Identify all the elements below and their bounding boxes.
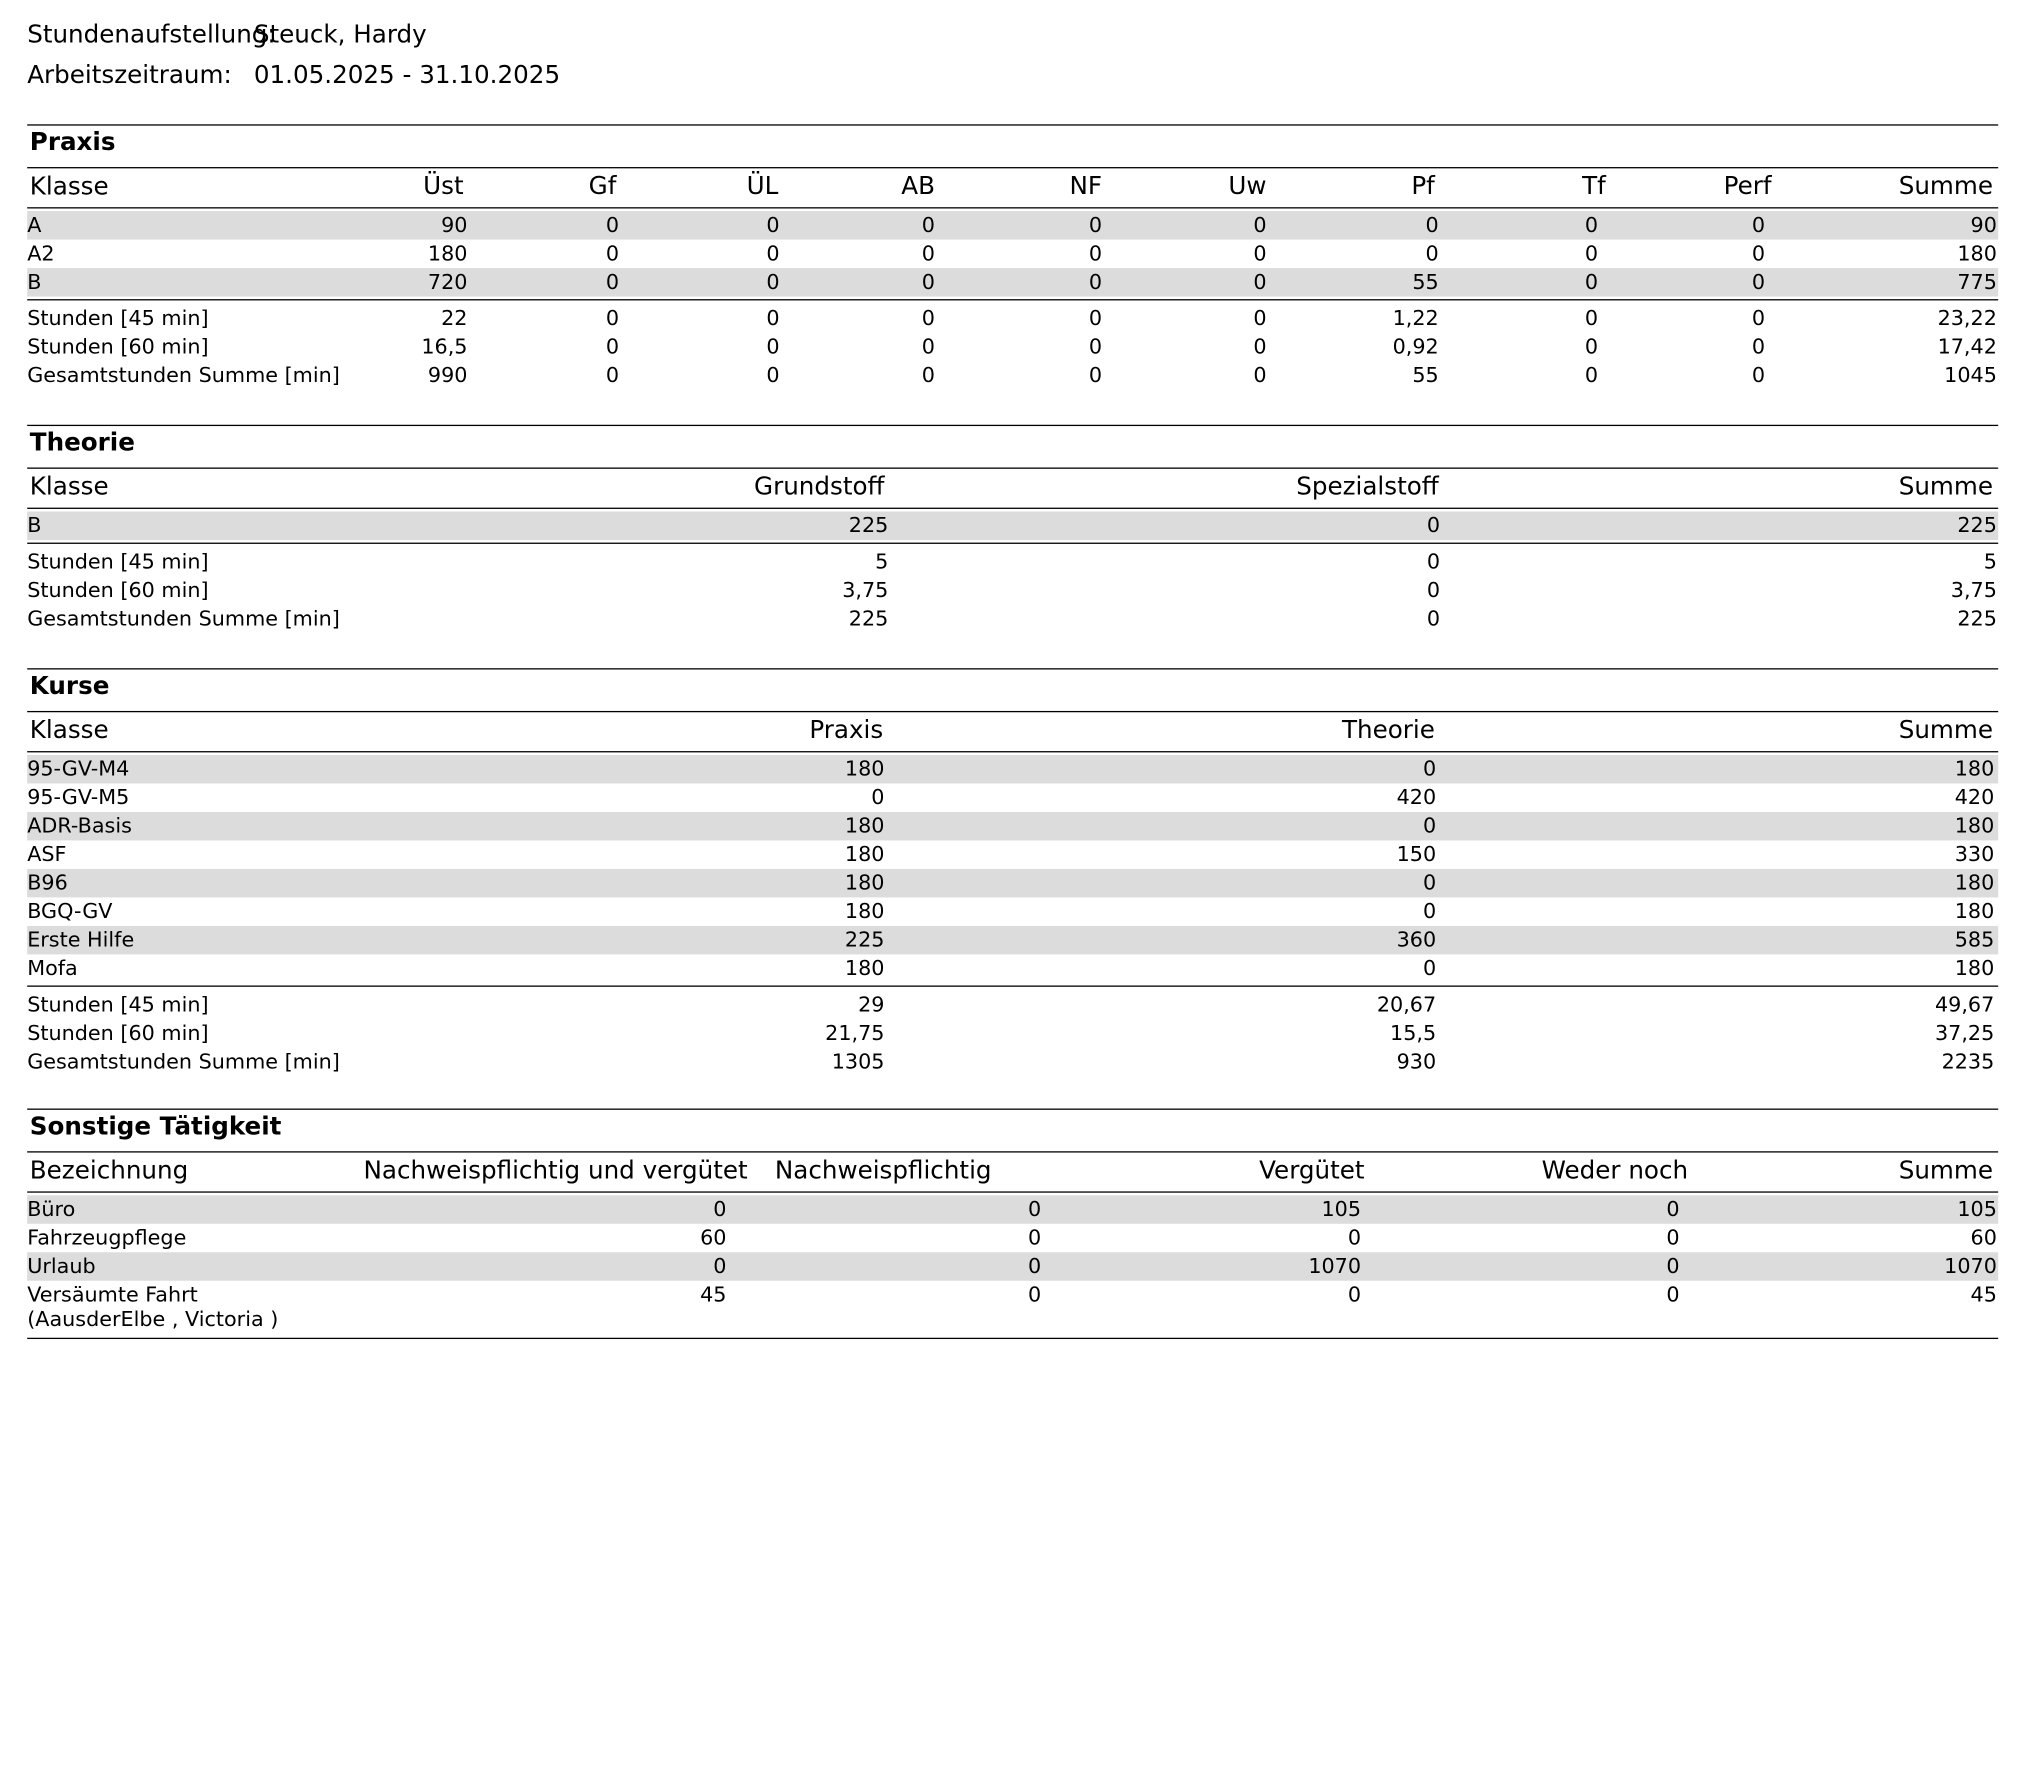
cell-value: 0 (766, 305, 780, 331)
column-header: Summe (1898, 716, 1994, 745)
row-label: Versäumte Fahrt (27, 1282, 198, 1307)
row-label: Stunden [45 min] (27, 305, 209, 331)
cell-value: 180 (1957, 240, 1997, 266)
cell-value: 0 (1584, 269, 1599, 294)
cell-value: 22 (441, 305, 468, 331)
cell-value: 0 (1253, 334, 1267, 359)
period-label: Arbeitszeitraum: (27, 60, 232, 90)
cell-value: 0 (1253, 269, 1267, 294)
cell-value: 0 (1666, 1196, 1680, 1222)
summary-row (27, 304, 1998, 332)
column-header: Uw (1228, 172, 1267, 201)
column-header: AB (901, 172, 935, 201)
divider-line (27, 167, 1998, 168)
row-label: Stunden [60 min] (27, 334, 209, 359)
summary-row (27, 1019, 1998, 1047)
cell-value: 0 (1027, 1253, 1042, 1279)
cell-value: 1,22 (1392, 305, 1439, 331)
table-row (27, 240, 1998, 268)
summary-row (27, 605, 1998, 633)
table-row (27, 1252, 1998, 1280)
table-row (27, 897, 1998, 925)
cell-value: 0 (1426, 549, 1441, 574)
column-header: Vergütet (1259, 1156, 1365, 1185)
cell-value: 0 (1666, 1225, 1680, 1250)
cell-value: 5 (875, 549, 889, 574)
cell-value: 180 (1954, 955, 1995, 981)
cell-value: 0 (1027, 1196, 1042, 1222)
table-row (27, 268, 1998, 296)
cell-value: 180 (844, 898, 885, 924)
column-header: ÜL (746, 172, 779, 201)
cell-value: 0 (1751, 334, 1766, 359)
cell-value: 0 (1253, 362, 1267, 388)
column-header: Klasse (29, 716, 109, 745)
cell-value: 0 (605, 362, 620, 388)
cell-value: 105 (1321, 1196, 1362, 1222)
divider-line (27, 207, 1998, 208)
cell-value: 1305 (831, 1048, 885, 1074)
cell-value: 37,25 (1934, 1020, 1995, 1046)
cell-value: 0 (1584, 305, 1599, 331)
cell-value: 0 (1027, 1225, 1042, 1250)
cell-value: 150 (1396, 841, 1437, 867)
divider-line (27, 751, 1998, 752)
cell-value: 225 (1957, 606, 1997, 631)
cell-value: 225 (1957, 512, 1997, 538)
cell-value: 5 (1983, 549, 1997, 574)
cell-value: 0 (1426, 512, 1441, 538)
divider-line (27, 1109, 1998, 1110)
column-header: Tf (1582, 172, 1606, 201)
summary-row (27, 333, 1998, 361)
cell-value: 0 (605, 240, 620, 266)
table-row (27, 755, 1998, 783)
divider-line (27, 425, 1998, 426)
column-header: NF (1069, 172, 1103, 201)
column-header: Gf (588, 172, 617, 201)
cell-value: 49,67 (1934, 991, 1995, 1017)
row-label: Urlaub (27, 1253, 96, 1279)
cell-value: 180 (1954, 870, 1995, 895)
divider-line (27, 1151, 1998, 1152)
column-header: Grundstoff (754, 472, 885, 502)
cell-value: 225 (844, 927, 885, 952)
cell-value: 1045 (1944, 362, 1997, 388)
cell-value: 0 (605, 334, 620, 359)
column-header: Spezialstoff (1296, 472, 1439, 502)
divider-line (27, 711, 1998, 712)
cell-value: 2235 (1941, 1048, 1995, 1074)
cell-value: 15,5 (1390, 1020, 1437, 1046)
cell-value: 0 (1751, 269, 1766, 294)
cell-value: 180 (844, 841, 885, 867)
cell-value: 0 (1751, 305, 1766, 331)
report-label: Stundenaufstellung: (27, 20, 276, 50)
row-label: Gesamtstunden Summe [min] (27, 1048, 340, 1074)
cell-value: 0 (1425, 212, 1439, 237)
cell-value: 775 (1957, 269, 1997, 294)
cell-value: 0 (1253, 305, 1267, 331)
divider-line (27, 668, 1998, 669)
cell-value: 360 (1396, 927, 1437, 952)
cell-value: 0 (1027, 1282, 1042, 1307)
row-label: Stunden [60 min] (27, 577, 209, 603)
column-header: Summe (1898, 172, 1994, 201)
cell-value: 55 (1412, 362, 1439, 388)
cell-value: 180 (1954, 813, 1995, 838)
cell-value: 0 (921, 269, 935, 294)
column-header: Pf (1411, 172, 1435, 201)
column-header: Nachweispflichtig und vergütet (363, 1156, 748, 1185)
cell-value: 0 (1426, 606, 1441, 631)
cell-value: 0 (1751, 240, 1766, 266)
cell-value: 0 (766, 212, 780, 237)
column-header: Weder noch (1541, 1156, 1689, 1185)
cell-value: 0 (1253, 212, 1267, 237)
divider-line (27, 1191, 1998, 1192)
cell-value: 0 (1666, 1282, 1680, 1307)
cell-value: 0 (605, 269, 620, 294)
table-row (27, 1224, 1998, 1252)
row-label: Fahrzeugpflege (27, 1225, 187, 1250)
cell-value: 3,75 (842, 577, 889, 603)
cell-value: 0 (1751, 212, 1766, 237)
cell-value: 0 (1088, 305, 1103, 331)
row-label: Gesamtstunden Summe [min] (27, 606, 340, 631)
cell-value: 0 (1088, 362, 1103, 388)
table-row (27, 512, 1998, 540)
divider-line (27, 124, 1998, 125)
table-row (27, 954, 1998, 982)
cell-value: 930 (1396, 1048, 1437, 1074)
column-header: Perf (1723, 172, 1772, 201)
cell-value: 225 (848, 606, 889, 631)
row-label: ASF (27, 841, 67, 867)
row-label: 95-GV-M4 (27, 756, 130, 781)
cell-value: 0 (1751, 362, 1766, 388)
cell-value: 45 (1970, 1282, 1997, 1307)
column-header: Praxis (809, 716, 884, 745)
report-person: Steuck, Hardy (253, 20, 427, 50)
cell-value: 0 (1584, 240, 1599, 266)
cell-value: 0 (871, 784, 885, 810)
cell-value: 0 (1422, 898, 1437, 924)
cell-value: 3,75 (1950, 577, 1997, 603)
row-label: Gesamtstunden Summe [min] (27, 362, 340, 388)
row-label: A2 (27, 240, 55, 266)
cell-value: 0 (713, 1196, 727, 1222)
cell-value: 180 (844, 955, 885, 981)
cell-value: 20,67 (1376, 991, 1437, 1017)
cell-value: 420 (1954, 784, 1995, 810)
row-label: Mofa (27, 955, 78, 981)
row-label: Büro (27, 1196, 76, 1222)
table-row (27, 1195, 1998, 1223)
row-label: A (27, 212, 42, 237)
cell-value: 0 (1347, 1225, 1362, 1250)
row-label: 95-GV-M5 (27, 784, 130, 810)
cell-value: 29 (858, 991, 885, 1017)
cell-value: 0 (1422, 756, 1437, 781)
cell-value: 0 (921, 305, 935, 331)
cell-value: 60 (700, 1225, 727, 1250)
table-row (27, 926, 1998, 954)
cell-value: 16,5 (421, 334, 468, 359)
column-header: Bezeichnung (29, 1156, 189, 1185)
cell-value: 21,75 (825, 1020, 885, 1046)
cell-value: 0 (921, 362, 935, 388)
divider-line (27, 299, 1998, 300)
column-header: Summe (1898, 1156, 1994, 1185)
section-title: Kurse (29, 672, 110, 701)
section-title: Praxis (29, 128, 116, 157)
cell-value: 0 (1666, 1253, 1680, 1279)
cell-value: 0 (766, 362, 780, 388)
cell-value: 225 (848, 512, 889, 538)
cell-value: 0 (1584, 362, 1599, 388)
cell-value: 17,42 (1937, 334, 1997, 359)
row-note: (AausderElbe , Victoria ) (27, 1306, 279, 1332)
cell-value: 105 (1957, 1196, 1997, 1222)
table-row (27, 211, 1998, 239)
cell-value: 990 (427, 362, 468, 388)
cell-value: 0 (1253, 240, 1267, 266)
row-label: Stunden [45 min] (27, 991, 209, 1017)
column-header: Nachweispflichtig (774, 1156, 992, 1185)
cell-value: 0 (1584, 212, 1599, 237)
row-label: BGQ-GV (27, 898, 113, 924)
cell-value: 0 (766, 240, 780, 266)
cell-value: 0 (1584, 334, 1599, 359)
divider-line (27, 543, 1998, 544)
column-header: Summe (1898, 472, 1994, 502)
section-title: Sonstige Tätigkeit (29, 1112, 282, 1141)
cell-value: 0 (921, 334, 935, 359)
cell-value: 180 (844, 756, 885, 781)
row-label: B96 (27, 870, 68, 895)
cell-value: 0 (605, 305, 620, 331)
table-row (27, 1281, 1998, 1309)
cell-value: 45 (700, 1282, 727, 1307)
cell-value: 1070 (1308, 1253, 1362, 1279)
cell-value: 720 (427, 269, 468, 294)
period-value: 01.05.2025 - 31.10.2025 (253, 60, 561, 90)
cell-value: 0,92 (1392, 334, 1439, 359)
column-header: Klasse (29, 172, 109, 201)
cell-value: 0 (1422, 955, 1437, 981)
column-header: Theorie (1341, 716, 1435, 745)
summary-row (27, 548, 1998, 576)
divider-line (27, 985, 1998, 986)
cell-value: 0 (1347, 1282, 1362, 1307)
cell-value: 0 (1088, 240, 1103, 266)
summary-row (27, 991, 1998, 1019)
cell-value: 0 (1088, 212, 1103, 237)
divider-line (27, 1338, 1998, 1339)
cell-value: 420 (1396, 784, 1437, 810)
cell-value: 0 (766, 334, 780, 359)
cell-value: 23,22 (1937, 305, 1997, 331)
cell-value: 0 (1426, 577, 1441, 603)
cell-value: 180 (844, 813, 885, 838)
cell-value: 330 (1954, 841, 1995, 867)
summary-row (27, 576, 1998, 604)
summary-row (27, 361, 1998, 389)
divider-line (27, 508, 1998, 509)
row-label: Stunden [60 min] (27, 1020, 209, 1046)
divider-line (27, 467, 1998, 468)
row-label: B (27, 512, 42, 538)
cell-value: 0 (1088, 269, 1103, 294)
cell-value: 0 (713, 1253, 727, 1279)
cell-value: 180 (844, 870, 885, 895)
cell-value: 60 (1970, 1225, 1997, 1250)
cell-value: 90 (441, 212, 468, 237)
cell-value: 180 (427, 240, 468, 266)
cell-value: 180 (1954, 756, 1995, 781)
summary-row (27, 1048, 1998, 1076)
row-label: ADR-Basis (27, 813, 132, 838)
cell-value: 0 (1088, 334, 1103, 359)
cell-value: 0 (766, 269, 780, 294)
row-label: B (27, 269, 42, 294)
table-row (27, 783, 1998, 811)
table-row (27, 869, 1998, 897)
cell-value: 0 (921, 212, 935, 237)
cell-value: 0 (1422, 813, 1437, 838)
cell-value: 55 (1412, 269, 1439, 294)
row-label: Stunden [45 min] (27, 549, 209, 574)
cell-value: 0 (605, 212, 620, 237)
table-row (27, 840, 1998, 868)
cell-value: 90 (1970, 212, 1997, 237)
row-label: Erste Hilfe (27, 927, 135, 952)
column-header: Üst (423, 172, 464, 201)
table-row (27, 812, 1998, 840)
cell-value: 0 (1425, 240, 1439, 266)
cell-value: 1070 (1944, 1253, 1997, 1279)
column-header: Klasse (29, 472, 109, 502)
section-title: Theorie (29, 428, 135, 458)
cell-value: 0 (1422, 870, 1437, 895)
cell-value: 585 (1954, 927, 1995, 952)
cell-value: 0 (921, 240, 935, 266)
cell-value: 180 (1954, 898, 1995, 924)
